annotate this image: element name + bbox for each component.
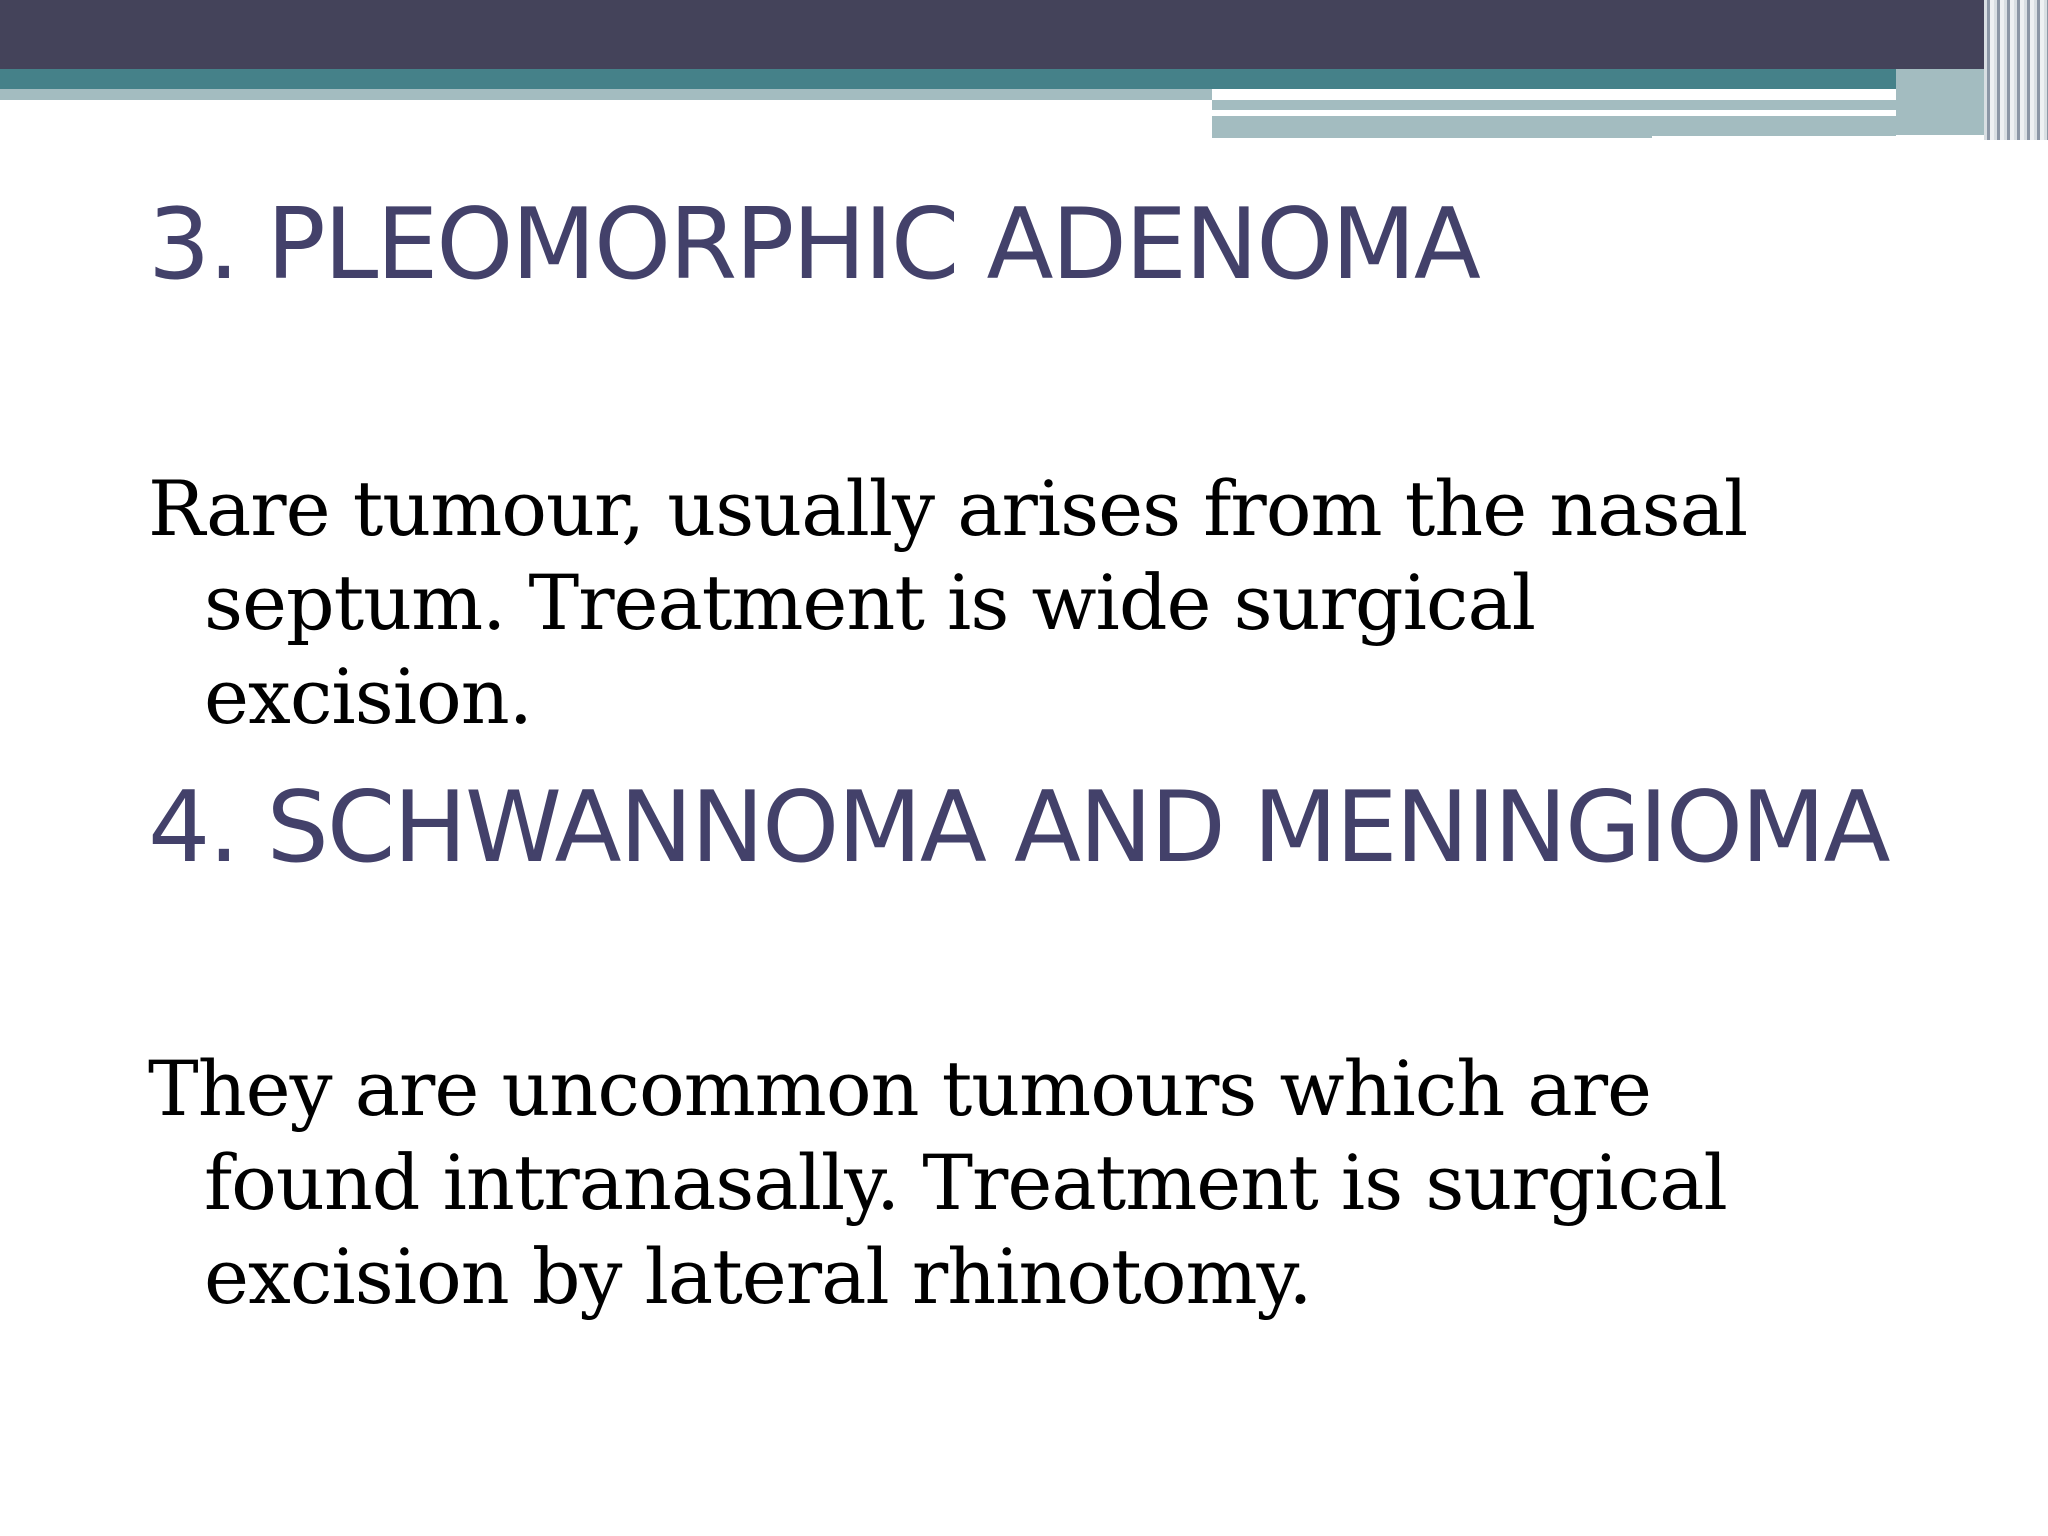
section-heading-pleomorphic-adenoma: 3. PLEOMORPHIC ADENOMA <box>148 188 1479 302</box>
banner-teal-band <box>0 69 2048 89</box>
banner-dark-band <box>0 0 2048 69</box>
banner-edge-stripes <box>1984 0 2048 140</box>
section-body-schwannoma-meningioma: They are uncommon tumours which are found intranasally. Treatment is surgical excision by lateral rhinotomy. <box>148 1044 1727 1321</box>
section-body-pleomorphic-adenoma: Rare tumour, usually arises from the nasal septum. Treatment is wide surgical excision. <box>148 464 1748 741</box>
banner-white-line <box>1212 110 1896 116</box>
banner-light-band-right-lower <box>1212 120 1652 138</box>
banner-light-band-left <box>0 89 1212 100</box>
section-heading-schwannoma-meningioma: 4. SCHWANNOMA AND MENINGIOMA <box>148 771 1889 885</box>
